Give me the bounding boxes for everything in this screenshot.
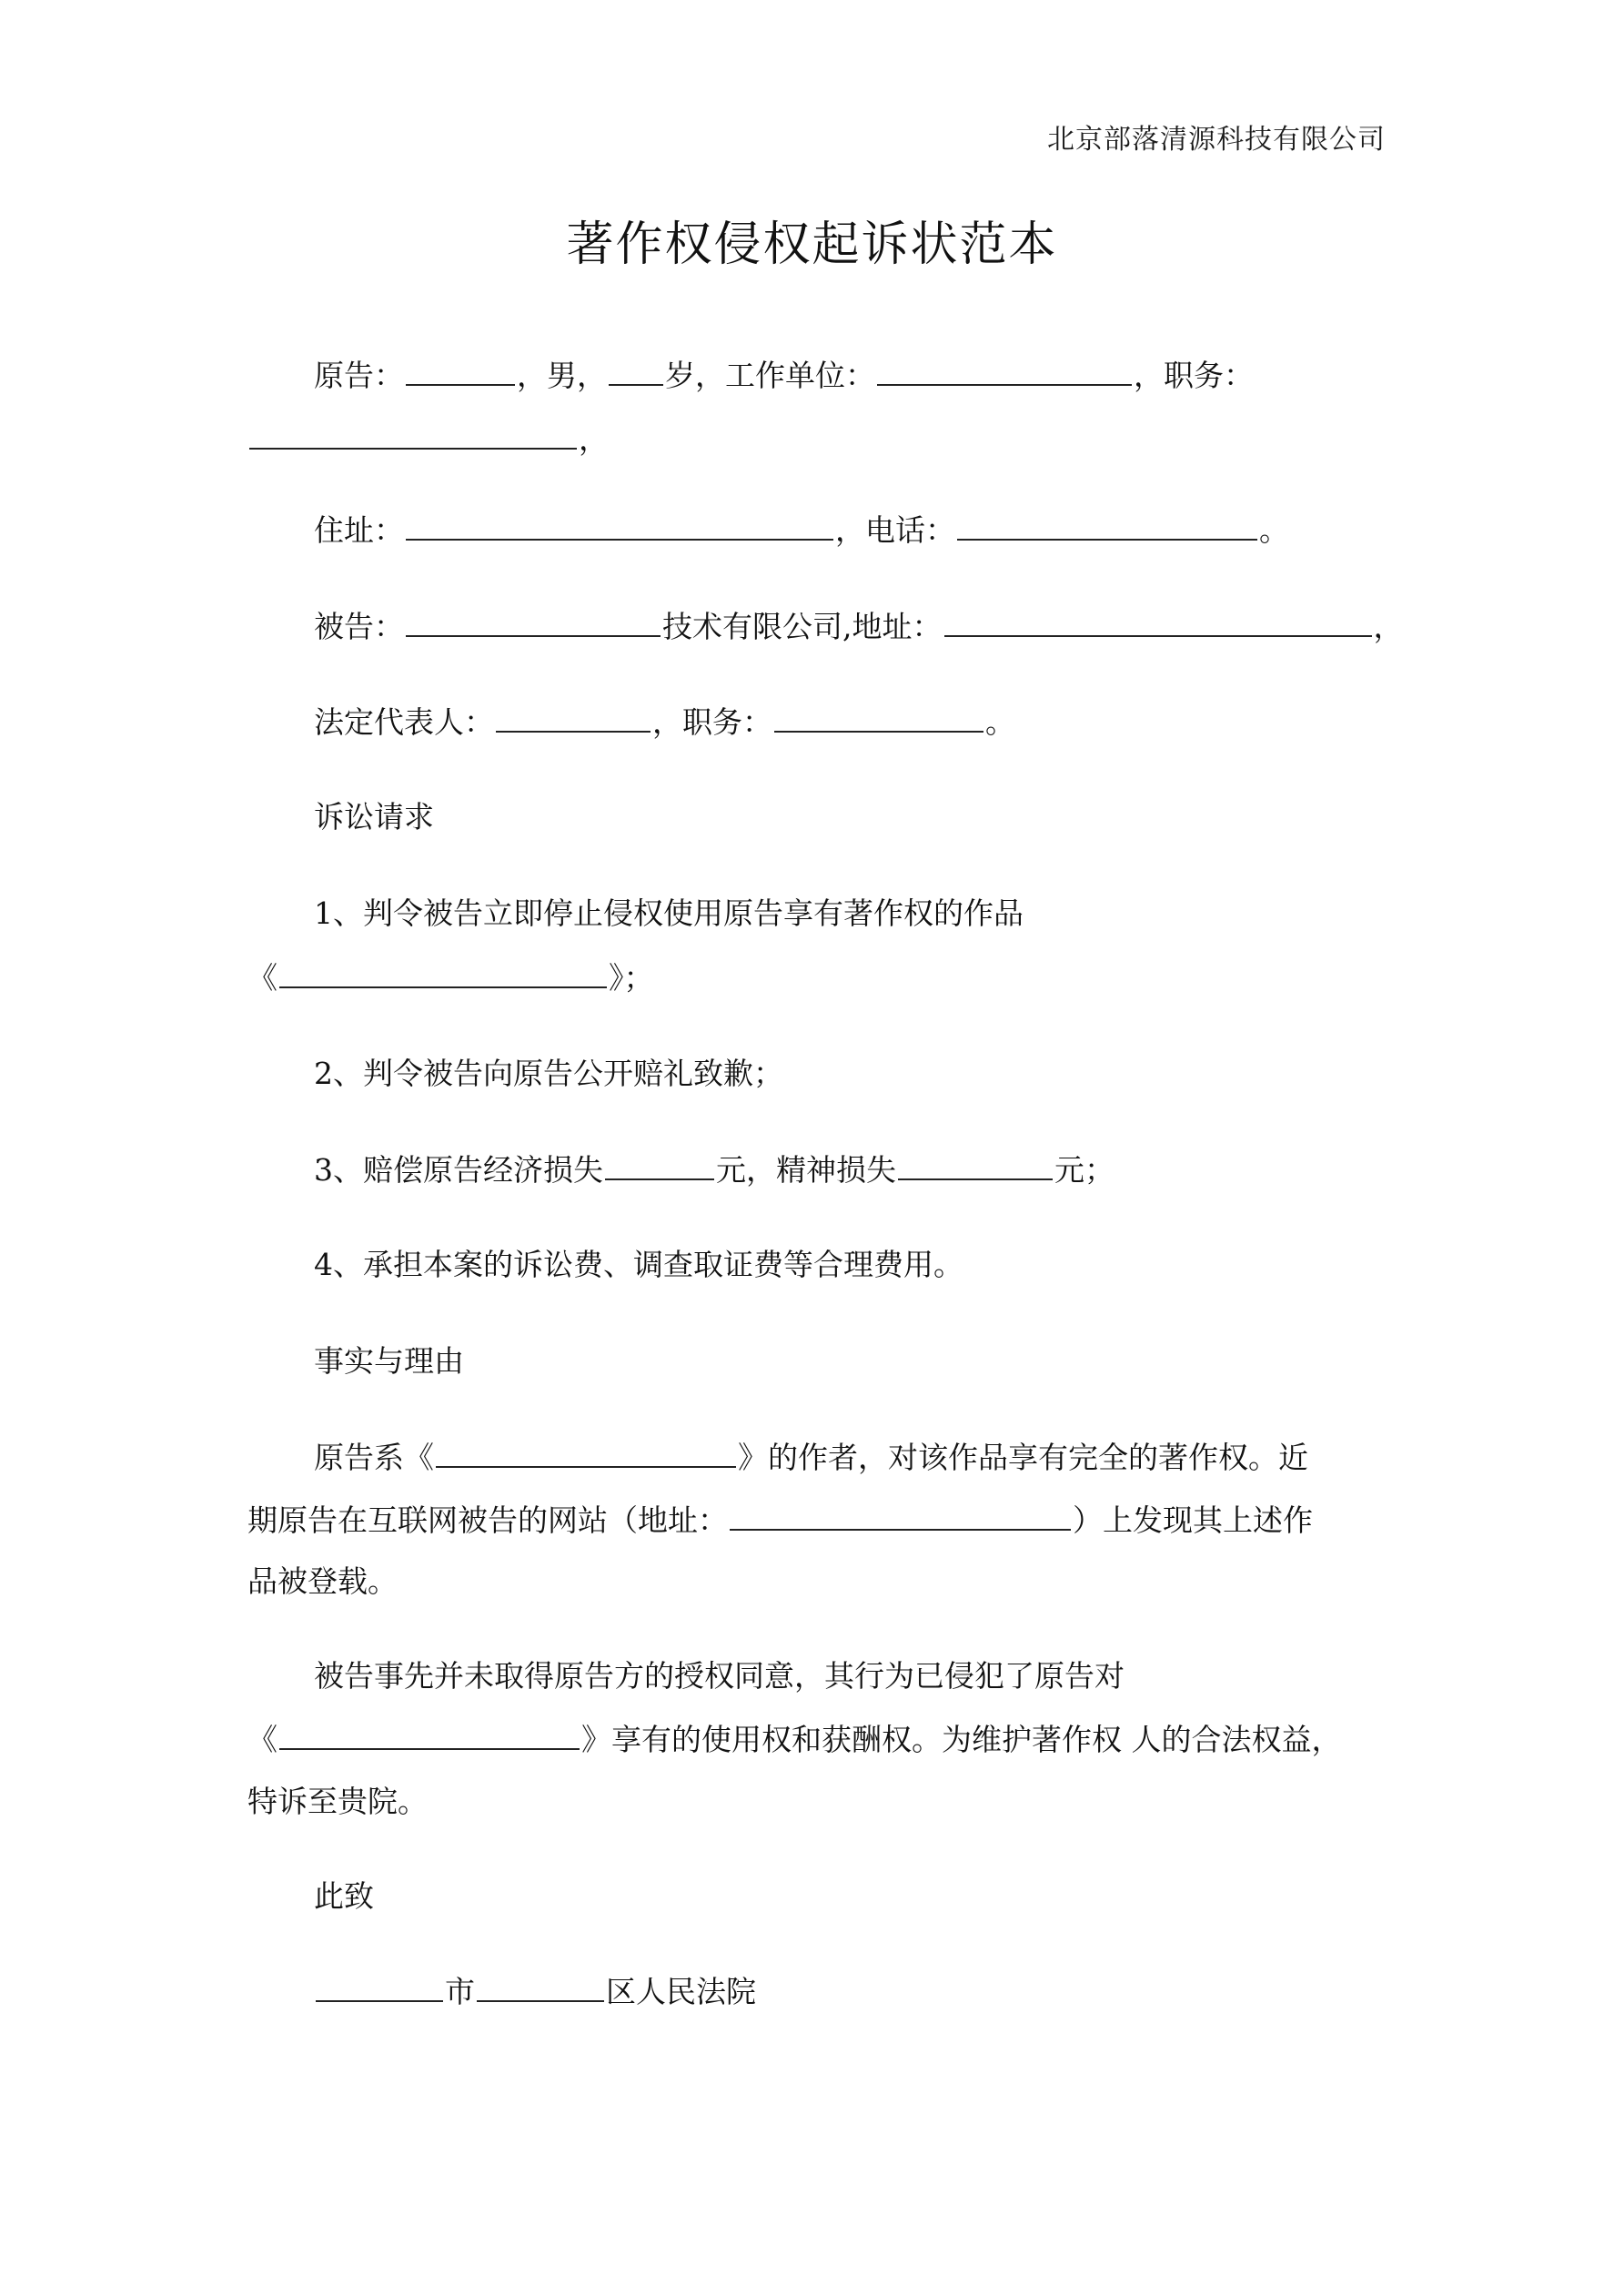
address-blank [406, 511, 833, 541]
plaintiff-workplace-label: 岁，工作单位： [665, 358, 875, 393]
facts-p1-line-2 [247, 1502, 1389, 1539]
company-header: 北京部落清源科技有限公司 [1047, 124, 1386, 156]
facts-p1-text-c: ）上发现其上述作 [1073, 1502, 1313, 1538]
plaintiff-position-blank [249, 420, 577, 450]
plaintiff-line [314, 357, 1456, 394]
claim-3-economic-label: 3、赔偿原告经济损失 [314, 1152, 603, 1188]
facts-p1-website-label: 期原告在互联网被告的网站（地址： [247, 1502, 728, 1538]
mental-loss-blank [898, 1151, 1053, 1180]
claim-1-work-line [247, 959, 1389, 996]
plaintiff-gender: ，男， [517, 358, 607, 393]
legal-rep-blank [496, 703, 651, 733]
bracket-close: 》； [609, 960, 654, 996]
address-line [314, 511, 1456, 549]
defendant-line [314, 608, 1456, 645]
claim-3-end: 元； [1054, 1152, 1115, 1188]
phone-label: ，电话： [835, 512, 955, 548]
claim-3 [314, 1151, 1456, 1188]
claims-heading: 诉讼请求 [314, 799, 434, 834]
punctuation: 。 [1259, 512, 1289, 548]
punctuation: ， [579, 421, 609, 457]
plaintiff-workplace-blank [877, 357, 1132, 386]
facts-p1-line-3: 品被登载。 [247, 1563, 398, 1599]
facts-p2-line-1: 被告事先并未取得原告方的授权同意，其行为已侵犯了原告对 [314, 1658, 1125, 1694]
plaintiff-line-2 [247, 420, 1389, 458]
defendant-label: 被告： [314, 609, 404, 644]
facts-p1-text-a: 原告系《 [314, 1440, 434, 1475]
claim-4: 4、承担本案的诉讼费、调查取证费等合理费用。 [314, 1247, 963, 1282]
court-line [314, 1973, 1456, 2010]
plaintiff-label: 原告： [314, 358, 404, 393]
claim-1: 1、判令被告立即停止侵权使用原告享有著作权的作品 [314, 895, 1024, 931]
facts-p2-line-2 [247, 1721, 1389, 1758]
punctuation: ， [1373, 609, 1404, 644]
work-title-blank [279, 959, 607, 988]
legal-rep-label: 法定代表人： [314, 704, 494, 740]
phone-blank [957, 511, 1257, 541]
facts-p2-work-blank [279, 1721, 580, 1750]
facts-p2-line-3: 特诉至贵院。 [247, 1784, 428, 1819]
court-suffix-label: 区人民法院 [606, 1974, 756, 2009]
facts-p1-line-1 [314, 1439, 1456, 1476]
facts-work-title-blank [436, 1439, 736, 1468]
defendant-address-blank [944, 608, 1372, 637]
plaintiff-age-blank [609, 357, 663, 386]
district-blank [477, 1973, 604, 2002]
punctuation: 。 [985, 704, 1015, 740]
defendant-name-blank [406, 608, 661, 637]
defendant-company-suffix: 技术有限公司,地址： [662, 609, 943, 644]
facts-p1-text-b: 》的作者，对该作品享有完全的著作权。近 [738, 1440, 1308, 1475]
document-title: 著作权侵权起诉状范本 [566, 217, 1058, 272]
bracket-open: 《 [247, 960, 277, 996]
bracket-open: 《 [247, 1722, 277, 1757]
plaintiff-position-label: ，职务： [1134, 358, 1254, 393]
legal-rep-position-blank [774, 703, 983, 733]
website-address-blank [730, 1502, 1071, 1531]
court-city-label: 市 [445, 1974, 475, 2009]
plaintiff-name-blank [406, 357, 515, 386]
legal-rep-line [314, 703, 1456, 741]
city-blank [316, 1973, 443, 2002]
claim-2: 2、判令被告向原告公开赔礼致歉； [314, 1056, 783, 1091]
address-label: 住址： [314, 512, 404, 548]
facts-p2-text: 》享有的使用权和获酬权。为维护著作权 人的合法权益， [581, 1722, 1342, 1757]
salutation: 此致 [314, 1878, 374, 1914]
economic-loss-blank [605, 1151, 714, 1180]
legal-rep-position-label: ，职务： [652, 704, 772, 740]
claim-3-mental-label: 元，精神损失 [716, 1152, 896, 1188]
facts-heading: 事实与理由 [314, 1343, 464, 1379]
